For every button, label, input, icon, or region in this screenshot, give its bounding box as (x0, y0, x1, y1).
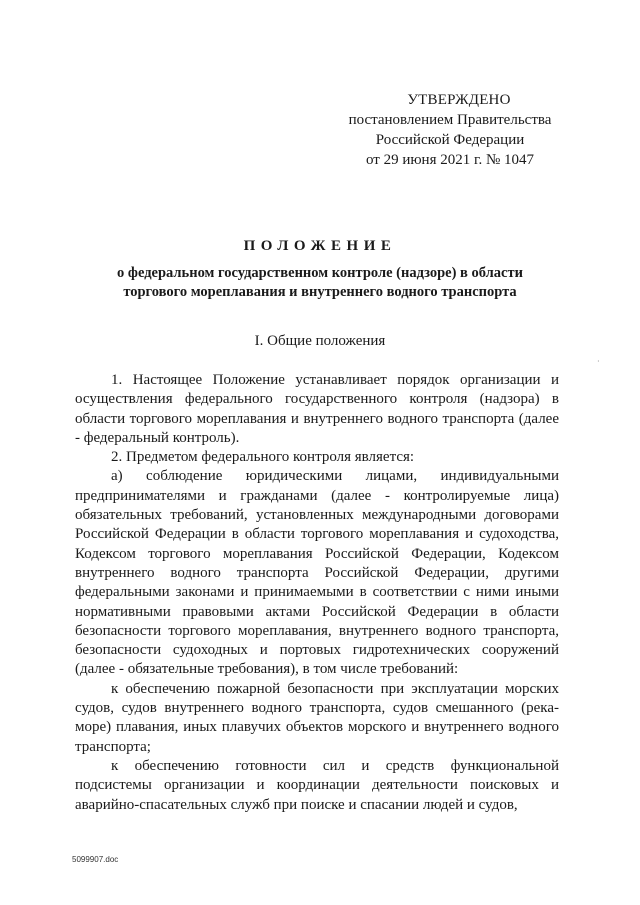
footer-file-code: 5099907.doc (72, 855, 119, 864)
paragraph-item-a: а) соблюдение юридическими лицами, индивидуальными предпринимателями и гражданами (далее - контролируемые лица) обязательных требований, установленных международными договорами Российской Федерации в области торгового мореплавания и судоходства, Кодексом торгового мореплавания Российской Федерации, Кодексом внутреннего водного транспорта Российской Федерации, другими федеральными законами и принимаемыми в соответствии с ними иными нормативными правовыми актами Российской Федерации в области безопасности торгового мореплавания, внутреннего водного транспорта, безопасности судоходных и портовых гидротехнических сооружений (далее - обязательные требования), в том числе требований: (75, 468, 559, 678)
approval-heading: УТВЕРЖДЕНО (407, 92, 511, 108)
approval-stamp (330, 90, 570, 170)
subtitle-line-2: торгового мореплавания и внутреннего водного транспорта (123, 284, 517, 300)
approval-line-1: постановлением Правительства (348, 112, 552, 128)
paragraph-2: 2. Предметом федерального контроля является: (111, 449, 415, 466)
subtitle-line-1: о федеральном государственном контроле (надзоре) в области (117, 265, 523, 281)
document-subtitle (80, 264, 560, 302)
margin-mark: · (597, 357, 600, 366)
section-heading: I. Общие положения (254, 333, 386, 349)
approval-line-2: Российской Федерации (375, 132, 525, 148)
paragraph-readiness: к обеспечению готовности сил и средств функциональной подсистемы организации и координации деятельности поисковых и аварийно-спасательных служб при поиске и спасании людей и судов, (75, 757, 559, 813)
document-title: ПОЛОЖЕНИЕ (243, 238, 397, 254)
approval-date-number: от 29 июня 2021 г. № 1047 (365, 152, 535, 168)
document-body (75, 371, 559, 815)
paragraph-fire-safety: к обеспечению пожарной безопасности при эксплуатации морских судов, судов внутреннего водного транспорта, судов смешанного (река-море) плавания, иных плавучих объектов морского и внутреннего водного транспорта; (75, 680, 559, 755)
paragraph-1: 1. Настоящее Положение устанавливает порядок организации и осуществления федерального государственного контроля (надзора) в области торгового мореплавания и внутреннего водного транспорта (далее - федеральный контроль). (75, 372, 559, 446)
